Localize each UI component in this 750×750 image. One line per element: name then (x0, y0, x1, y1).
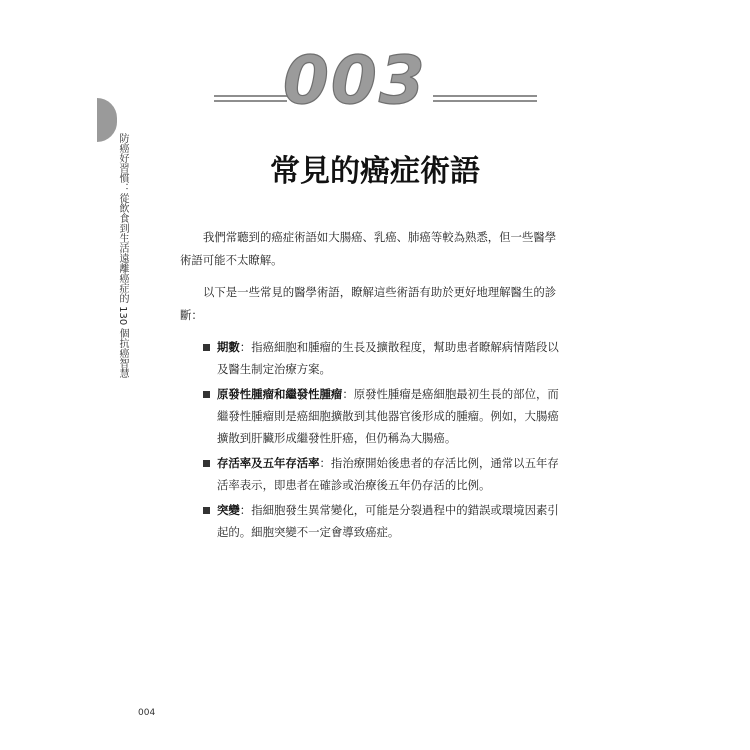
term-item (203, 499, 559, 543)
square-bullet-icon (203, 391, 210, 398)
term-first-line (217, 336, 559, 358)
term-definition-line: 及醫生制定治療方案。 (217, 362, 331, 376)
term-definition: ：指癌細胞和腫瘤的生長及擴散程度，幫助患者瞭解病情階段以 (239, 340, 559, 354)
header-rule-right-upper (433, 95, 537, 97)
header-rule-right-lower (433, 100, 537, 102)
term-name: 原發性腫瘤和繼發性腫瘤 (217, 387, 343, 401)
page-title: 常見的癌症術語 (270, 154, 480, 189)
term-definition-line: 活率表示，即患者在確診或治療後五年仍存活的比例。 (217, 478, 491, 492)
paragraph-line: 以下是一些常見的醫學術語，瞭解這些術語有助於更好地理解醫生的診 (203, 285, 557, 299)
paragraph-line: 術語可能不太瞭解。 (180, 253, 283, 267)
term-name: 期數 (217, 340, 240, 354)
paragraph-line: 斷： (180, 308, 203, 322)
chapter-number: 003 (283, 42, 427, 119)
term-first-line (217, 499, 559, 521)
intro-paragraph (180, 281, 556, 327)
term-definition: ：指細胞發生異常變化，可能是分裂過程中的錯誤或環境因素引 (239, 503, 559, 517)
paragraph-line: 我們常聽到的癌症術語如大腸癌、乳癌、肺癌等較為熟悉，但一些醫學 (203, 230, 557, 244)
square-bullet-icon (203, 507, 210, 514)
term-name: 突變 (217, 503, 240, 517)
term-item (203, 452, 559, 496)
running-book-title: 防癌好習慣：從飲食到生活遠離癌症的 130 個抗癌智慧 (117, 133, 128, 379)
term-definition: ：指治療開始後患者的存活比例，通常以五年存 (319, 456, 559, 470)
term-definition-line: 起的。細胞突變不一定會導致癌症。 (217, 525, 400, 539)
header-rule-left-upper (214, 95, 287, 97)
page-number: 004 (138, 708, 156, 718)
term-item (203, 383, 559, 449)
term-definition-line: 繼發性腫瘤則是癌細胞擴散到其他器官後形成的腫瘤。例如，大腸癌 (217, 409, 559, 423)
term-first-line (217, 452, 559, 474)
intro-paragraph (180, 226, 556, 272)
term-name: 存活率及五年存活率 (217, 456, 320, 470)
square-bullet-icon (203, 344, 210, 351)
header-rule-left-lower (214, 100, 287, 102)
term-first-line (217, 383, 559, 405)
square-bullet-icon (203, 460, 210, 467)
term-definition-line: 擴散到肝臟形成繼發性肝癌，但仍稱為大腸癌。 (217, 431, 457, 445)
term-definition: ：原發性腫瘤是癌細胞最初生長的部位，而 (342, 387, 559, 401)
term-item (203, 336, 559, 380)
side-tab-marker (97, 98, 117, 142)
